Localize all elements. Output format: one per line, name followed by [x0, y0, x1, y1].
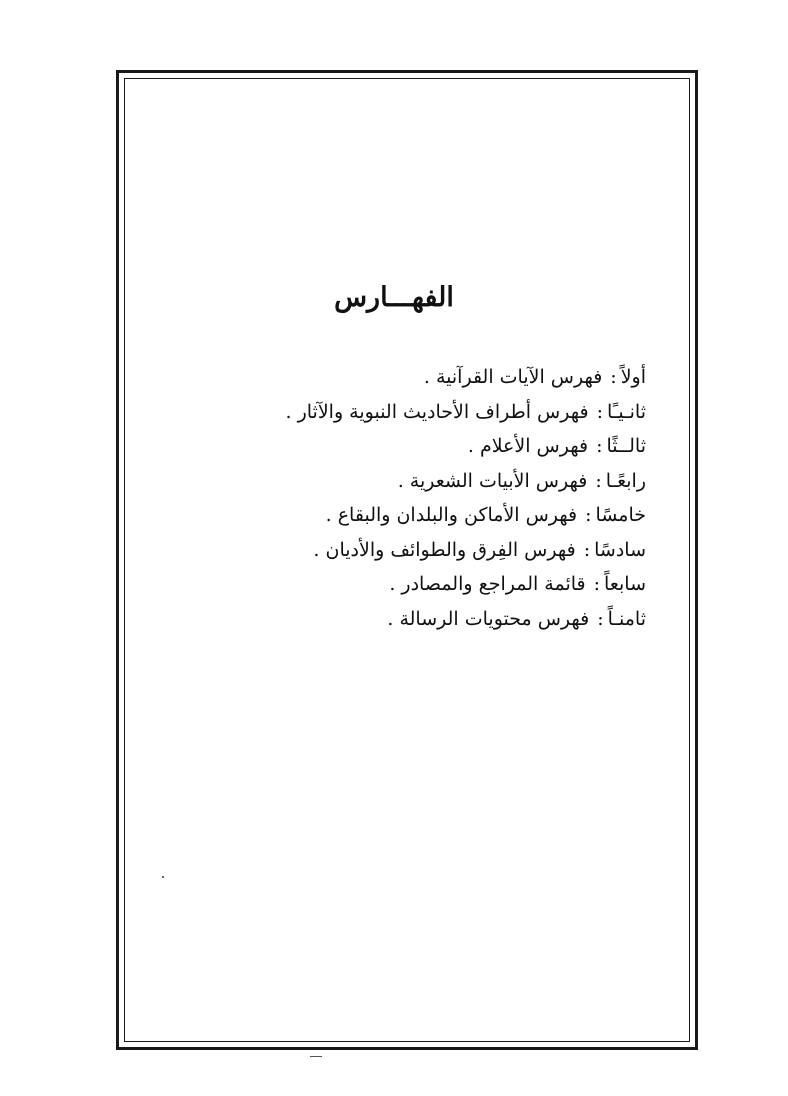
scan-speck: [162, 876, 164, 878]
list-item: [226, 429, 646, 464]
item-separator: :: [596, 400, 603, 423]
list-item: [226, 533, 646, 568]
item-ordinal: سادسًا: [594, 538, 646, 561]
item-text: فهرس الأماكن والبلدان والبقاع .: [325, 504, 578, 526]
item-text: فهرس الفِرق والطوائف والأديان .: [313, 538, 576, 561]
list-item: [226, 464, 646, 499]
item-ordinal: ثانـيـًا: [606, 400, 646, 423]
item-ordinal: ثامنـاً: [607, 607, 646, 630]
item-ordinal: خامسًا: [595, 504, 646, 526]
list-item: [226, 360, 646, 395]
list-item: [226, 395, 646, 430]
item-separator: :: [596, 435, 603, 457]
list-item: [226, 602, 646, 637]
item-separator: :: [595, 469, 602, 492]
index-list: [226, 360, 646, 636]
item-text: فهرس الآيات القرآنية .: [423, 366, 603, 388]
item-ordinal: ثالــثًا: [606, 435, 646, 457]
item-ordinal: أولاً: [620, 366, 646, 388]
item-text: فهرس الأبيات الشعرية .: [397, 469, 588, 492]
item-text: فهرس الأعلام .: [467, 435, 589, 457]
list-item: [226, 567, 646, 602]
item-ordinal: رابعًـا: [605, 469, 646, 492]
scan-mark: [310, 1056, 322, 1057]
page-title: الفهـــارس: [334, 282, 454, 313]
item-ordinal: سابعاً: [604, 573, 646, 595]
item-separator: :: [585, 504, 592, 526]
item-separator: :: [593, 573, 601, 595]
item-text: فهرس أطراف الأحاديث النبوية والآثار .: [285, 400, 589, 423]
item-separator: :: [583, 538, 591, 561]
list-item: [226, 498, 646, 533]
item-text: فهرس محتويات الرسالة .: [387, 607, 590, 630]
item-text: قائمة المراجع والمصادر .: [389, 573, 586, 595]
item-separator: :: [597, 607, 604, 630]
item-separator: :: [610, 366, 617, 388]
